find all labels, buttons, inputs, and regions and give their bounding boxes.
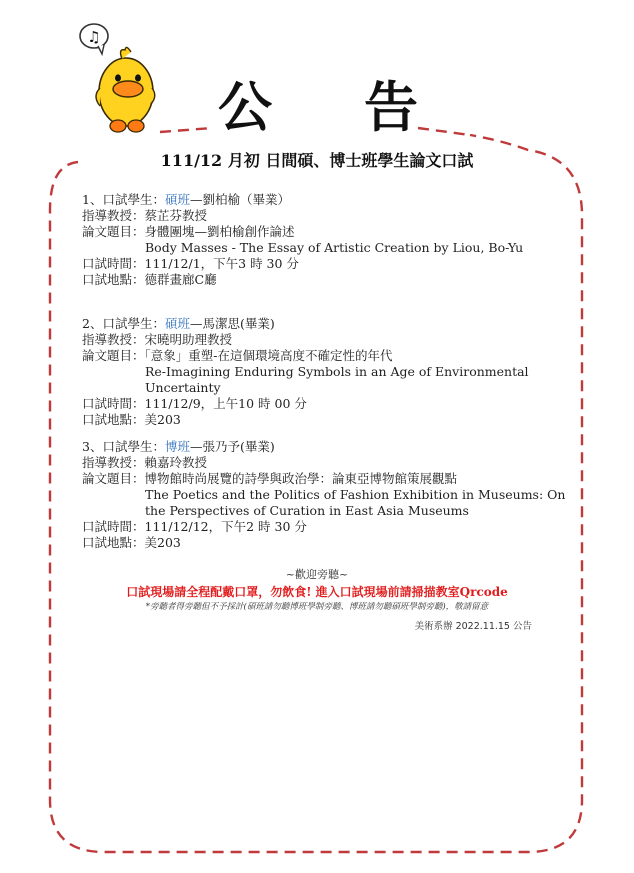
- defense-entry-2: [82, 316, 582, 428]
- office-signature: 美術系辦 2022.11.15 公告: [414, 621, 532, 632]
- place-label: 口試地點：: [82, 272, 145, 287]
- notice-heading-char-1: 公: [218, 75, 272, 139]
- student-label: 2、口試學生：: [82, 316, 165, 331]
- defense-place: 美203: [144, 535, 181, 550]
- student-name: —劉柏榆（畢業）: [189, 192, 290, 207]
- place-line: [82, 412, 582, 428]
- thesis-line: [82, 224, 582, 240]
- advisor-label: 指導教授：: [82, 455, 145, 470]
- defense-place: 美203: [144, 412, 181, 427]
- student-name: —張乃予(畢業): [189, 439, 275, 454]
- thesis-title-en: The Poetics and the Politics of Fashion Exhibition in Museums: On the Perspectives of Curation in East Asia Museums: [145, 487, 566, 518]
- defense-time: 111/12/9，上午10 時 00 分: [144, 396, 307, 411]
- advisor-line: [82, 208, 582, 224]
- thesis-title-zh: 「意象」重塑-在這個環境高度不確定性的年代: [144, 348, 393, 363]
- defense-entry-3: [82, 439, 582, 551]
- audit-note: *旁聽者得旁聽但不予採計(碩班請勿聽博班學制旁聽、博班請勿聽碩班學制旁聽)，敬請留意: [145, 602, 489, 612]
- program-name: 碩班: [164, 192, 190, 207]
- advisor-line: [82, 455, 582, 471]
- student-line: [82, 316, 582, 332]
- defense-time: 111/12/12，下午2 時 30 分: [144, 519, 307, 534]
- thesis-title-en: Body Masses - The Essay of Artistic Creation by Liou, Bo-Yu: [145, 240, 524, 255]
- welcome-text: ~歡迎旁聽~: [285, 568, 349, 581]
- thesis-label: 論文題目：: [82, 471, 145, 486]
- time-label: 口試時間：: [82, 519, 145, 534]
- place-label: 口試地點：: [82, 535, 145, 550]
- defense-place: 德群畫廊C廳: [144, 272, 217, 287]
- student-label: 1、口試學生：: [82, 192, 165, 207]
- defense-time: 111/12/1，下午3 時 30 分: [144, 256, 299, 271]
- advisor-label: 指導教授：: [82, 332, 145, 347]
- music-note-icon: ♫: [87, 28, 101, 46]
- time-label: 口試時間：: [82, 396, 145, 411]
- student-name: —馬潔思(畢業): [189, 316, 275, 331]
- place-line: [82, 272, 582, 288]
- advisor-line: [82, 332, 582, 348]
- student-label: 3、口試學生：: [82, 439, 165, 454]
- advisor-name: 宋曉明助理教授: [144, 332, 233, 347]
- thesis-title-en: Re-Imagining Enduring Symbols in an Age of Environmental Uncertainty: [145, 364, 529, 395]
- place-line: [82, 535, 582, 551]
- thesis-line: [82, 471, 582, 487]
- thesis-line: [82, 348, 582, 364]
- notice-heading: [218, 70, 418, 139]
- student-line: [82, 439, 582, 455]
- mask-warning: 口試現場請全程配戴口罩，勿飲食! 進入口試現場前請掃描教室Qrcode: [126, 585, 508, 599]
- program-name: 博班: [164, 439, 190, 454]
- student-line: [82, 192, 582, 208]
- advisor-label: 指導教授：: [82, 208, 145, 223]
- place-label: 口試地點：: [82, 412, 145, 427]
- defense-entry-1: [82, 192, 582, 288]
- thesis-title-zh: 博物館時尚展覽的詩學與政治學：論東亞博物館策展觀點: [144, 471, 458, 486]
- time-line: [82, 256, 582, 272]
- notice-heading-char-2: 告: [364, 75, 418, 139]
- time-line: [82, 519, 582, 535]
- time-label: 口試時間：: [82, 256, 145, 271]
- advisor-name: 蔡芷芬教授: [144, 208, 208, 223]
- thesis-label: 論文題目：: [82, 224, 145, 239]
- program-name: 碩班: [164, 316, 190, 331]
- notice-subtitle: 111/12 月初 日間碩、博士班學生論文口試: [160, 151, 474, 170]
- thesis-label: 論文題目：: [82, 348, 145, 363]
- advisor-name: 賴嘉玲教授: [144, 455, 208, 470]
- duckling-mascot-icon: [78, 22, 156, 134]
- time-line: [82, 396, 582, 412]
- thesis-title-zh: 身體團塊—劉柏榆創作論述: [144, 224, 295, 239]
